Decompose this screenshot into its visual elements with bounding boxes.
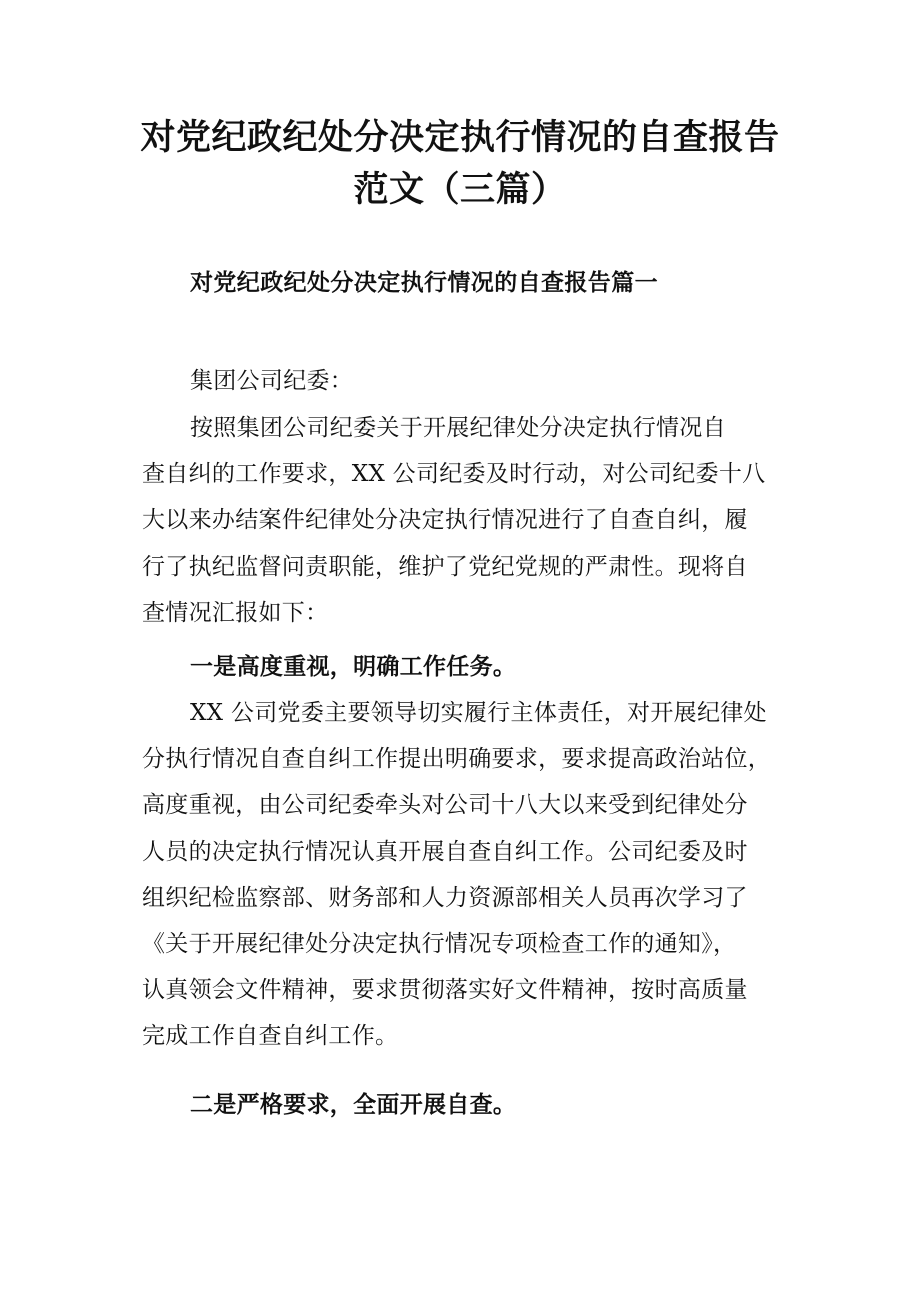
paragraph-line: 行了执纪监督问责职能，维护了党纪党规的严肃性。现将自 xyxy=(142,553,748,580)
section-heading: 对党纪政纪处分决定执行情况的自查报告篇一 xyxy=(190,269,658,296)
paragraph-line: XX 公司党委主要领导切实履行主体责任，对开展纪律处 xyxy=(190,700,767,726)
heading-2 xyxy=(142,1082,792,1128)
paragraph-line: 《关于开展纪律处分决定执行情况专项检查工作的通知》， xyxy=(142,931,737,958)
heading-2-text: 二是严格要求，全面开展自查。 xyxy=(190,1091,517,1118)
paragraph-line: 分执行情况自查自纠工作提出明确要求，要求提高政治站位， xyxy=(142,746,772,773)
paragraph-line: 人员的决定执行情况认真开展自查自纠工作。公司纪委及时 xyxy=(142,838,748,865)
paragraph-line: 查情况汇报如下： xyxy=(142,599,329,626)
heading-1 xyxy=(142,644,792,690)
title-line-2: 范文（三篇） xyxy=(353,169,567,210)
salutation-text: 集团公司纪委： xyxy=(190,368,354,394)
salutation xyxy=(142,358,792,404)
paragraph-line: 高度重视，由公司纪委牵头对公司十八大以来受到纪律处分 xyxy=(142,792,748,819)
title-line-1: 对党纪政纪处分决定执行情况的自查报告 xyxy=(140,117,780,158)
paragraph-line: 组织纪检监察部、财务部和人力资源部相关人员再次学习了 xyxy=(142,884,748,911)
paragraph-line: 完成工作自查自纠工作。 xyxy=(142,1023,399,1050)
heading-1-text: 一是高度重视，明确工作任务。 xyxy=(190,653,517,680)
paragraph-line: 认真领会文件精神，要求贯彻落实好文件精神，按时高质量 xyxy=(142,977,748,1004)
paragraph-line: 按照集团公司纪委关于开展纪律处分决定执行情况自 xyxy=(190,415,726,441)
document-title xyxy=(120,112,800,216)
paragraph-line: 大以来办结案件纪律处分决定执行情况进行了自查自纠，履 xyxy=(142,507,748,534)
paragraph-2 xyxy=(142,690,792,1060)
paragraph-line: 查自纠的工作要求，XX 公司纪委及时行动，对公司纪委十八 xyxy=(142,461,766,488)
paragraph-1 xyxy=(142,405,792,636)
